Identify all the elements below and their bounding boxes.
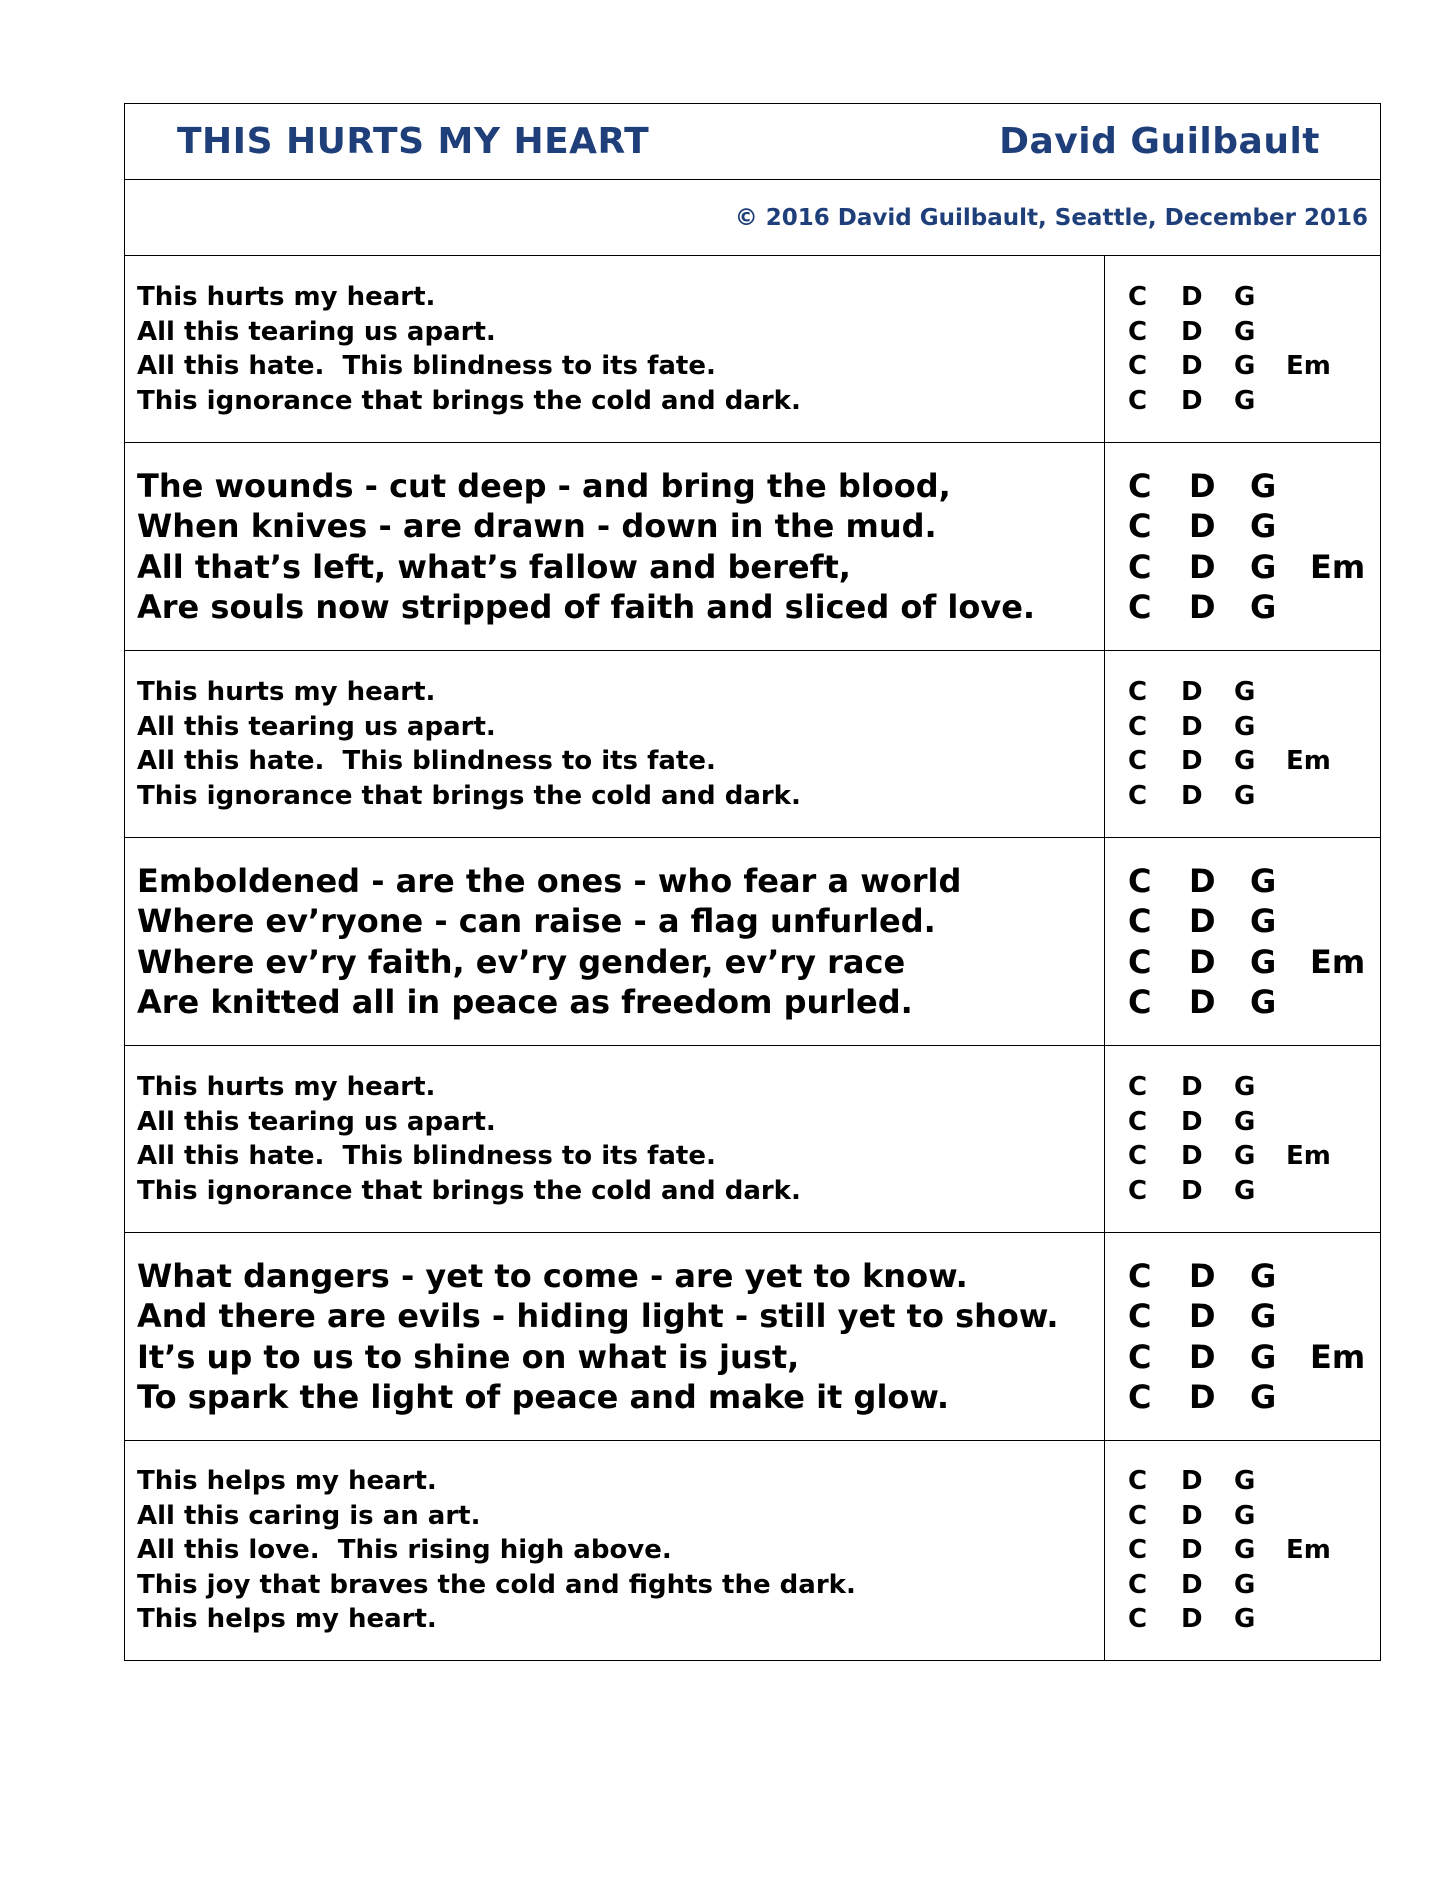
chord: G: [1250, 942, 1277, 981]
lyric-line: Emboldened - are the ones - who fear a world: [137, 861, 962, 900]
chords-cell: [1105, 838, 1380, 1045]
chord: C: [1128, 711, 1148, 742]
chord: C: [1128, 1106, 1148, 1137]
chord: C: [1128, 1256, 1152, 1295]
song-sheet: [124, 103, 1381, 1661]
chord: G: [1234, 385, 1256, 416]
chord: C: [1128, 547, 1152, 586]
lyric-line: And there are evils - hiding light - still yet to show.: [137, 1297, 1059, 1335]
lyric-line: This hurts my heart.: [137, 1072, 436, 1102]
chord: G: [1250, 861, 1277, 900]
verse-row: [125, 256, 1380, 443]
lyrics-cell: [125, 443, 1105, 650]
chord-line: [1128, 384, 1380, 419]
chords-cell: [1105, 256, 1380, 442]
chord: C: [1128, 1500, 1148, 1531]
chord: C: [1128, 316, 1148, 347]
chord: C: [1128, 780, 1148, 811]
lyrics-cell: [125, 838, 1105, 1045]
chord-line: [1128, 1464, 1380, 1499]
verse-row: [125, 1046, 1380, 1233]
lyrics-cell: [125, 256, 1105, 442]
chord: G: [1234, 1604, 1256, 1635]
chord-line: [1128, 1174, 1380, 1209]
chord: Em: [1310, 942, 1366, 981]
chord: G: [1250, 1297, 1277, 1335]
chord-line: [1128, 466, 1380, 507]
chord: G: [1250, 547, 1277, 586]
chord: D: [1181, 746, 1203, 776]
chord-line: [1128, 1499, 1380, 1534]
lyric-line: This ignorance that brings the cold and dark.: [137, 385, 801, 416]
chord: D: [1181, 1535, 1203, 1566]
chord: C: [1128, 861, 1152, 900]
chords-cell: [1105, 651, 1380, 837]
chord: D: [1189, 588, 1216, 626]
lyric-line: The wounds - cut deep - and bring the blood,: [137, 466, 951, 505]
chord-line: [1128, 587, 1380, 628]
chord: D: [1181, 1604, 1203, 1635]
chord: C: [1128, 351, 1148, 381]
chord: D: [1181, 282, 1203, 312]
chord: D: [1181, 316, 1203, 347]
chord-line: [1128, 1602, 1380, 1637]
chord: C: [1128, 983, 1152, 1021]
chord-line: [1128, 506, 1380, 547]
lyric-line: Where ev’ryone - can raise - a flag unfurled.: [137, 902, 936, 940]
chord: D: [1181, 780, 1203, 811]
chord-line: [1128, 744, 1380, 779]
chord: G: [1234, 1106, 1256, 1137]
chord: Em: [1286, 351, 1331, 381]
chord-line: [1128, 1337, 1380, 1378]
chord-line: [1128, 349, 1380, 384]
chord: G: [1234, 351, 1256, 381]
chord: C: [1128, 1535, 1148, 1566]
chord: Em: [1310, 1337, 1366, 1376]
chords-cell: [1105, 1441, 1380, 1660]
chords-cell: [1105, 1046, 1380, 1232]
song-title: THIS HURTS MY HEART: [177, 121, 650, 162]
lyric-line: When knives - are drawn - down in the mud.: [137, 507, 937, 545]
chord: C: [1128, 1466, 1148, 1497]
chord: D: [1189, 1297, 1216, 1335]
lyric-line: All this tearing us apart.: [137, 711, 496, 742]
verse-row: [125, 443, 1380, 651]
chord: Em: [1310, 547, 1366, 586]
chord: C: [1128, 1604, 1148, 1635]
chord: C: [1128, 385, 1148, 416]
chord-line: [1128, 1568, 1380, 1603]
chord: C: [1128, 902, 1152, 940]
chord: C: [1128, 1072, 1148, 1102]
chord-line: [1128, 1533, 1380, 1568]
chords-cell: [1105, 1233, 1380, 1440]
chord: G: [1234, 1569, 1256, 1600]
chord: G: [1250, 507, 1277, 545]
chord: C: [1128, 466, 1152, 505]
lyric-line: This hurts my heart.: [137, 677, 436, 707]
chords-cell: [1105, 443, 1380, 650]
chord-line: [1128, 1139, 1380, 1174]
chord: G: [1234, 282, 1256, 312]
lyric-line: What dangers - yet to come - are yet to know.: [137, 1256, 968, 1295]
chord: C: [1128, 1378, 1152, 1416]
lyric-line: Where ev’ry faith, ev’ry gender, ev’ry race: [137, 942, 906, 981]
lyric-line: Are souls now stripped of faith and sliced of love.: [137, 588, 1036, 626]
lyric-line: It’s up to us to shine on what is just,: [137, 1337, 800, 1376]
lyrics-cell: [125, 651, 1105, 837]
chord: C: [1128, 1297, 1152, 1335]
chord-line: [1128, 710, 1380, 745]
lyric-line: All that’s left, what’s fallow and bereft,: [137, 547, 851, 586]
chord: D: [1189, 1256, 1216, 1295]
verse-row: [125, 651, 1380, 838]
chord-line: [1128, 315, 1380, 350]
chord: G: [1250, 1337, 1277, 1376]
chord: G: [1234, 1141, 1256, 1171]
chord: D: [1189, 942, 1216, 981]
chord-line: [1128, 1070, 1380, 1105]
lyric-line: This helps my heart.: [137, 1604, 437, 1635]
lyric-line: All this tearing us apart.: [137, 316, 496, 347]
chord-line: [1128, 861, 1380, 902]
chord: D: [1181, 1072, 1203, 1102]
chord: C: [1128, 507, 1152, 545]
chord: G: [1234, 677, 1256, 707]
copyright-row: [125, 180, 1380, 256]
chord: G: [1234, 1466, 1256, 1497]
lyrics-cell: [125, 1046, 1105, 1232]
lyric-line: All this caring is an art.: [137, 1500, 481, 1531]
chord: D: [1181, 1500, 1203, 1531]
chord-line: [1128, 942, 1380, 983]
verse-row: [125, 1441, 1380, 1660]
chord: D: [1189, 902, 1216, 940]
chord: C: [1128, 1337, 1152, 1376]
chord: G: [1234, 1500, 1256, 1531]
lyric-line: All this hate. This blindness to its fate.: [137, 351, 716, 381]
chord: D: [1181, 711, 1203, 742]
chord: D: [1189, 547, 1216, 586]
lyric-line: All this tearing us apart.: [137, 1106, 496, 1137]
lyric-line: All this hate. This blindness to its fate.: [137, 1141, 716, 1171]
chord-line: [1128, 982, 1380, 1023]
chord: D: [1181, 1466, 1203, 1497]
lyrics-cell: [125, 1233, 1105, 1440]
chord: G: [1234, 711, 1256, 742]
chord: G: [1234, 316, 1256, 347]
chord: D: [1181, 1175, 1203, 1206]
lyric-line: All this hate. This blindness to its fate.: [137, 746, 716, 776]
chord: D: [1181, 677, 1203, 707]
lyrics-cell: [125, 1441, 1105, 1660]
chord: G: [1234, 780, 1256, 811]
chord: Em: [1286, 1535, 1331, 1566]
chord: D: [1189, 466, 1216, 505]
lyric-line: This ignorance that brings the cold and dark.: [137, 1175, 801, 1206]
lyric-line: This helps my heart.: [137, 1466, 437, 1497]
chord: D: [1189, 861, 1216, 900]
chord: D: [1181, 1141, 1203, 1171]
chord: C: [1128, 1569, 1148, 1600]
chord: D: [1181, 351, 1203, 381]
song-author: David Guilbault: [999, 121, 1320, 162]
chord: G: [1250, 1378, 1277, 1416]
verses-container: [125, 256, 1380, 1660]
chord: G: [1234, 1072, 1256, 1102]
chord-line: [1128, 1296, 1380, 1337]
chord: G: [1250, 588, 1277, 626]
chord-line: [1128, 675, 1380, 710]
lyric-line: This ignorance that brings the cold and dark.: [137, 780, 801, 811]
chord: D: [1189, 983, 1216, 1021]
chord: D: [1189, 507, 1216, 545]
chord: C: [1128, 1175, 1148, 1206]
chord-line: [1128, 547, 1380, 588]
chord: D: [1181, 385, 1203, 416]
chord-line: [1128, 779, 1380, 814]
chord-line: [1128, 1105, 1380, 1140]
chord: Em: [1286, 746, 1331, 776]
chord: C: [1128, 942, 1152, 981]
verse-row: [125, 838, 1380, 1046]
chord-line: [1128, 280, 1380, 315]
chord: C: [1128, 282, 1148, 312]
lyric-line: This hurts my heart.: [137, 282, 436, 312]
chord: D: [1189, 1378, 1216, 1416]
chord-line: [1128, 901, 1380, 942]
header-row: [125, 104, 1380, 180]
chord: D: [1181, 1569, 1203, 1600]
chord: Em: [1286, 1141, 1331, 1171]
chord: G: [1250, 466, 1277, 505]
chord: G: [1250, 902, 1277, 940]
chord-line: [1128, 1377, 1380, 1418]
chord: D: [1189, 1337, 1216, 1376]
chord: D: [1181, 1106, 1203, 1137]
chord: C: [1128, 677, 1148, 707]
lyric-line: Are knitted all in peace as freedom purled.: [137, 983, 913, 1021]
chord-line: [1128, 1256, 1380, 1297]
chord: G: [1250, 1256, 1277, 1295]
chord: G: [1234, 746, 1256, 776]
chord: C: [1128, 746, 1148, 776]
verse-row: [125, 1233, 1380, 1441]
chord: G: [1234, 1535, 1256, 1566]
chord: C: [1128, 588, 1152, 626]
chord: G: [1250, 983, 1277, 1021]
lyric-line: This joy that braves the cold and fights the dark.: [137, 1569, 856, 1600]
copyright-notice: © 2016 David Guilbault, Seattle, December 2016: [734, 204, 1368, 231]
chord: C: [1128, 1141, 1148, 1171]
chord: G: [1234, 1175, 1256, 1206]
lyric-line: All this love. This rising high above.: [137, 1535, 672, 1566]
lyric-line: To spark the light of peace and make it glow.: [137, 1378, 950, 1416]
